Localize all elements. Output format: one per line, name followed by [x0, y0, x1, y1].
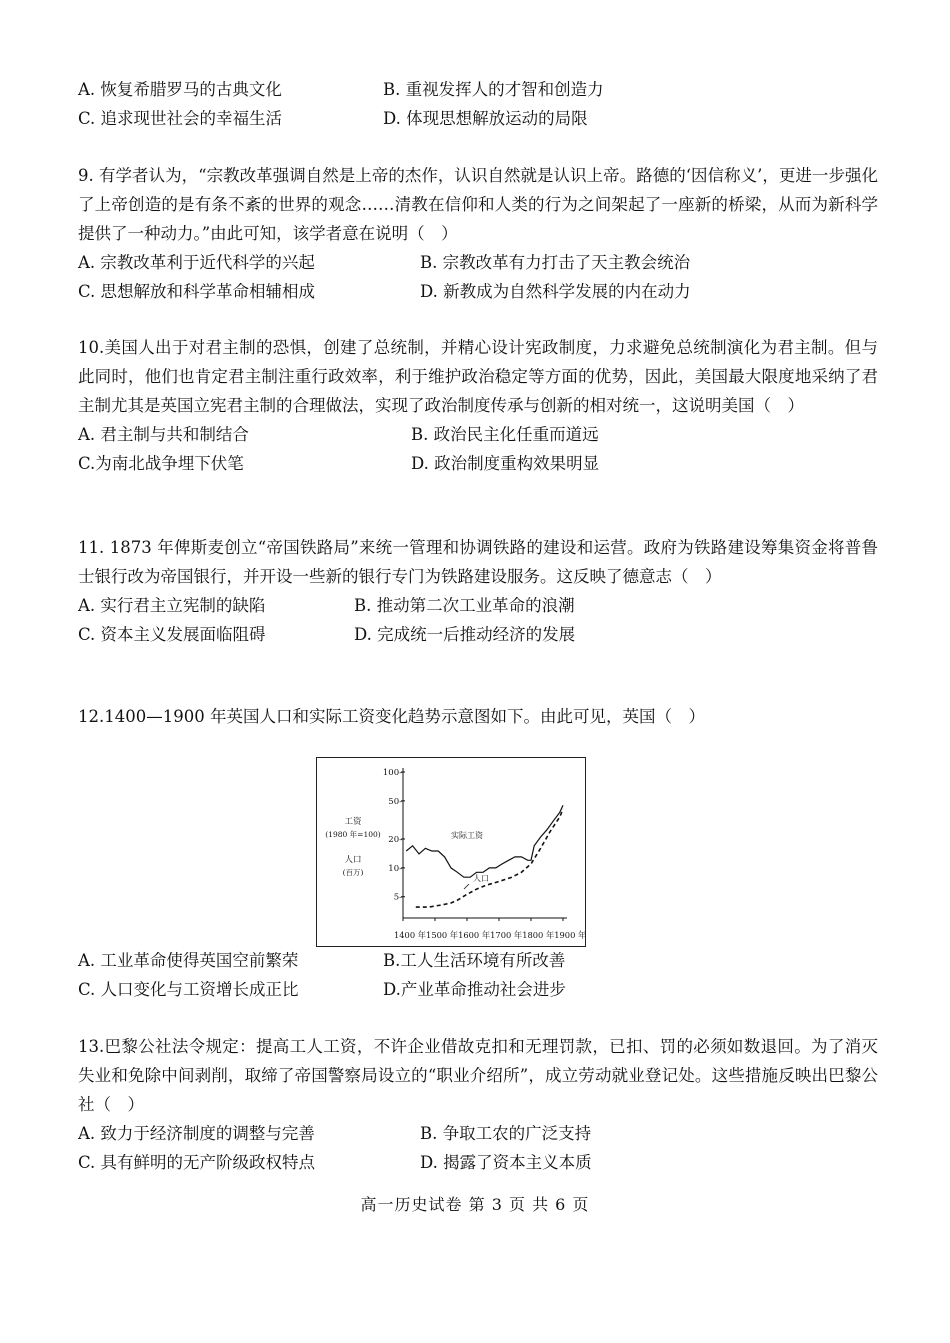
option-b[interactable]: B. 宗教改革有力打击了天主教会统治 — [420, 253, 691, 272]
option-a[interactable]: A. 恢复希腊罗马的古典文化 — [78, 80, 282, 99]
population-axis-subtitle: (百万) — [342, 868, 364, 877]
population-line — [416, 809, 563, 907]
y-tick-label: 5- — [393, 892, 402, 903]
option-d[interactable]: D. 政治制度重构效果明显 — [411, 454, 600, 473]
option-b[interactable]: B.工人生活环境有所改善 — [383, 951, 566, 970]
chart-labels — [325, 768, 585, 940]
population-axis-title: 人口 — [344, 855, 362, 865]
option-c[interactable]: C. 追求现世社会的幸福生活 — [78, 109, 283, 128]
question-9 — [78, 161, 878, 306]
option-d[interactable]: D. 完成统一后推动经济的发展 — [354, 625, 576, 644]
population-label: 人口 — [473, 874, 489, 883]
wage-axis-subtitle: (1980 年=100) — [325, 830, 381, 839]
question-9-stem: 9. 有学者认为，“宗教改革强调自然是上帝的杰作，认识自然就是认识上帝。路德的‘因信称义’，更进一步强化了上帝创造的是有条不紊的世界的观念……清教在信仰和人类的行为之间架起了一座新的桥梁，从而为新科学提供了一种动力。”由此可知，该学者意在说明（ ） — [78, 166, 878, 243]
option-a[interactable]: A. 宗教改革利于近代科学的兴起 — [78, 253, 315, 272]
option-b[interactable]: B. 推动第二次工业革命的浪潮 — [354, 596, 575, 615]
option-b[interactable]: B. 重视发挥人的才智和创造力 — [383, 80, 604, 99]
population-wage-chart — [317, 758, 585, 946]
option-d[interactable]: D. 揭露了资本主义本质 — [420, 1153, 592, 1172]
y-tick-label: 50- — [388, 796, 402, 807]
options-row — [78, 420, 878, 449]
option-d[interactable]: D. 体现思想解放运动的局限 — [383, 109, 588, 128]
options-row — [78, 75, 878, 104]
question-12 — [78, 702, 878, 731]
question-12-options — [78, 946, 878, 1004]
real-wage-line — [406, 805, 563, 877]
options-row — [78, 975, 878, 1004]
option-b[interactable]: B. 政治民主化任重而道远 — [411, 425, 599, 444]
option-c[interactable]: C. 资本主义发展面临阻碍 — [78, 625, 266, 644]
options-row — [78, 1119, 878, 1148]
option-a[interactable]: A. 致力于经济制度的调整与完善 — [78, 1124, 315, 1143]
question-10-stem: 10.美国人出于对君主制的恐惧，创建了总统制，并精心设计宪政制度，力求避免总统制演化为君主制。但与此同时，他们也肯定君主制注重行政效率，利于维护政治稳定等方面的优势，因此，美国最大限度地采纳了君主制尤其是英国立宪君主制的合理做法，实现了政治制度传承与创新的相对统一，这说明美国（ ） — [78, 338, 878, 415]
x-tick-labels: 1400 年1500 年1600 年1700 年1800 年1900 年 — [394, 930, 585, 940]
option-a[interactable]: A. 实行君主立宪制的缺陷 — [78, 596, 266, 615]
option-d[interactable]: D. 新教成为自然科学发展的内在动力 — [420, 282, 691, 301]
wage-axis-title: 工资 — [344, 817, 362, 827]
question-12-stem: 12.1400—1900 年英国人口和实际工资变化趋势示意图如下。由此可见，英国（ ） — [78, 707, 705, 726]
options-row — [78, 1148, 878, 1177]
question-10 — [78, 333, 878, 478]
y-tick-label: 100- — [382, 768, 402, 778]
options-row — [78, 277, 878, 306]
option-a[interactable]: A. 工业革命使得英国空前繁荣 — [78, 951, 299, 970]
chart-series — [406, 805, 563, 907]
options-row — [78, 591, 878, 620]
question-13-stem: 13.巴黎公社法令规定：提高工人工资，不许企业借故克扣和无理罚款，已扣、罚的必须如数退回。为了消灭失业和免除中间剥削，取缔了帝国警察局设立的“职业介绍所”，成立劳动就业登记处。这些措施反映出巴黎公社（ ） — [78, 1037, 878, 1114]
real-wage-label: 实际工资 — [451, 831, 483, 840]
options-row — [78, 620, 878, 649]
population-label-pointer — [464, 884, 469, 889]
option-c[interactable]: C. 思想解放和科学革命相辅相成 — [78, 282, 316, 301]
options-row — [78, 248, 878, 277]
question-11 — [78, 533, 878, 649]
option-c[interactable]: C.为南北战争埋下伏笔 — [78, 454, 244, 473]
question-8-options — [78, 75, 878, 133]
option-b[interactable]: B. 争取工农的广泛支持 — [420, 1124, 592, 1143]
y-tick-label: 20- — [388, 835, 402, 846]
page-footer: 高一历史试卷 第 3 页 共 6 页 — [360, 1195, 590, 1214]
option-a[interactable]: A. 君主制与共和制结合 — [78, 425, 249, 444]
chart-frame — [316, 757, 586, 947]
question-13 — [78, 1032, 878, 1177]
y-tick-label: 10- — [388, 863, 402, 874]
question-11-stem: 11. 1873 年俾斯麦创立“帝国铁路局”来统一管理和协调铁路的建设和运营。政府为铁路建设筹集资金将普鲁士银行改为帝国银行，并开设一些新的银行专门为铁路建设服务。这反映了德意志（ ） — [78, 538, 878, 586]
option-d[interactable]: D.产业革命推动社会进步 — [383, 980, 566, 999]
options-row — [78, 946, 878, 975]
option-c[interactable]: C. 人口变化与工资增长成正比 — [78, 980, 299, 999]
option-c[interactable]: C. 具有鲜明的无产阶级政权特点 — [78, 1153, 316, 1172]
options-row — [78, 104, 878, 133]
options-row — [78, 449, 878, 478]
